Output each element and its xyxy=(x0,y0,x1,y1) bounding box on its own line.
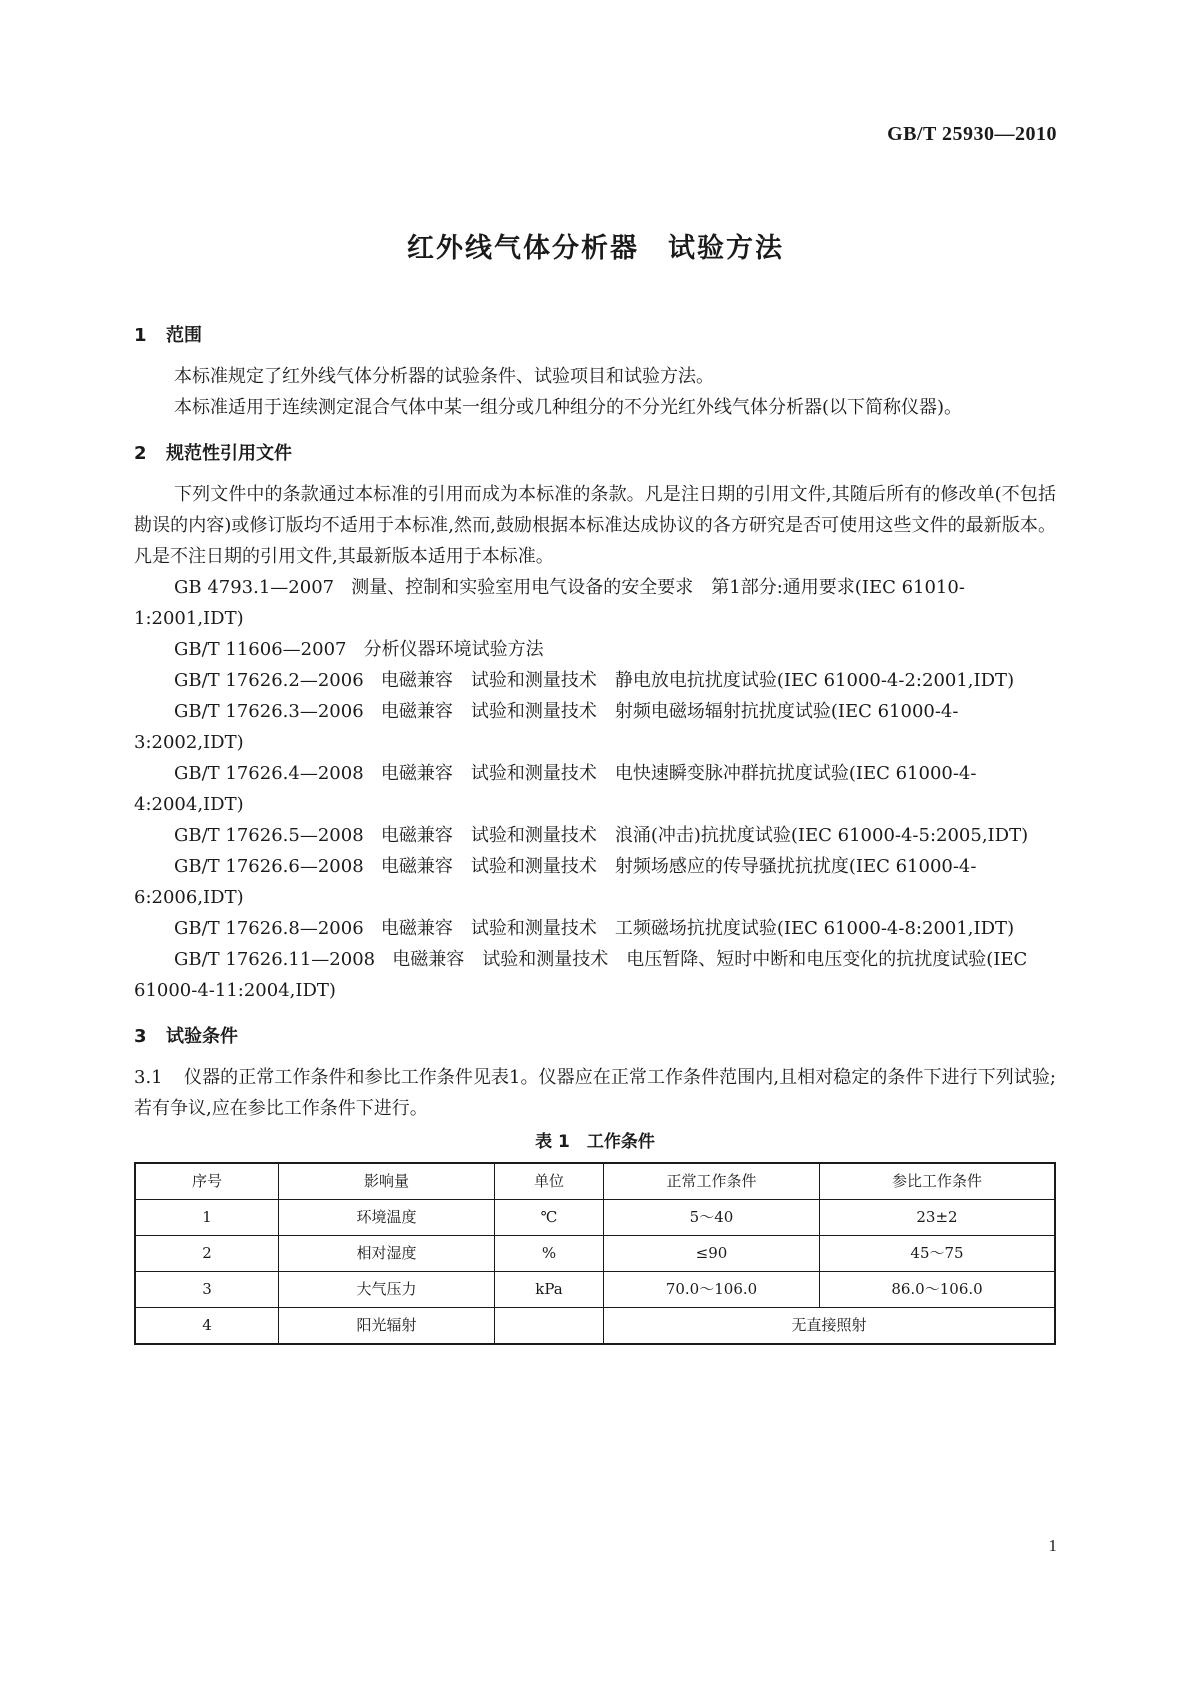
section-3-heading xyxy=(134,1021,1056,1052)
clause-3-1 xyxy=(134,1062,1056,1124)
cell-reference: 23±2 xyxy=(820,1200,1056,1236)
document-body xyxy=(134,320,1056,1345)
table-caption: 表 1 工作条件 xyxy=(535,1132,655,1152)
reference-title: 电磁兼容 试验和测量技术 静电放电抗扰度试验(IEC 61000-4-2:2001,IDT) xyxy=(380,670,1015,691)
page-number: 1 xyxy=(1048,1536,1057,1555)
reference-title: 电磁兼容 试验和测量技术 射频场感应的传导骚扰抗扰度(IEC 61000-4-6:2006,IDT) xyxy=(134,856,977,908)
paragraph: 下列文件中的条款通过本标准的引用而成为本标准的条款。凡是注日期的引用文件,其随后所有的修改单(不包括勘误的内容)或修订版均不适用于本标准,然而,鼓励根据本标准达成协议的各方研究是否可使用这些文件的最新版本。凡是不注日期的引用文件,其最新版本适用于本标准。 xyxy=(134,484,1056,567)
reference-code: GB/T 17626.6—2008 xyxy=(174,856,364,877)
reference-title: 分析仪器环境试验方法 xyxy=(363,639,544,660)
section-2-heading xyxy=(134,438,1056,469)
reference-item xyxy=(134,696,1056,758)
table-row xyxy=(135,1308,1055,1345)
reference-item xyxy=(134,944,1056,1006)
cell-reference: 45～75 xyxy=(820,1236,1056,1272)
column-header: 序号 xyxy=(135,1163,279,1200)
reference-code: GB/T 17626.8—2006 xyxy=(174,918,364,939)
cell-unit: ℃ xyxy=(495,1200,604,1236)
cell-reference: 86.0～106.0 xyxy=(820,1272,1056,1308)
cell-no: 3 xyxy=(135,1272,279,1308)
cell-merged-conditions: 无直接照射 xyxy=(604,1308,1056,1345)
reference-title: 电磁兼容 试验和测量技术 电压暂降、短时中断和电压变化的抗扰度试验(IEC 61000-4-11:2004,IDT) xyxy=(134,949,1028,1001)
section-title: 规范性引用文件 xyxy=(166,443,292,464)
cell-no: 4 xyxy=(135,1308,279,1345)
reference-item xyxy=(134,665,1056,696)
section-title: 范围 xyxy=(166,325,202,346)
paragraph: 本标准适用于连续测定混合气体中某一组分或几种组分的不分光红外线气体分析器(以下简称仪器)。 xyxy=(174,397,963,418)
column-header: 正常工作条件 xyxy=(604,1163,820,1200)
reference-code: GB/T 17626.3—2006 xyxy=(174,701,364,722)
paragraph: 本标准规定了红外线气体分析器的试验条件、试验项目和试验方法。 xyxy=(174,366,714,387)
reference-title: 电磁兼容 试验和测量技术 工频磁场抗扰度试验(IEC 61000-4-8:2001,IDT) xyxy=(380,918,1015,939)
table-row xyxy=(135,1272,1055,1308)
column-header: 影响量 xyxy=(279,1163,495,1200)
section-number: 3 xyxy=(134,1026,147,1047)
reference-item xyxy=(134,851,1056,913)
cell-no: 2 xyxy=(135,1236,279,1272)
cell-factor: 阳光辐射 xyxy=(279,1308,495,1345)
cell-normal: ≤90 xyxy=(604,1236,820,1272)
reference-title: 电磁兼容 试验和测量技术 电快速瞬变脉冲群抗扰度试验(IEC 61000-4-4:2004,IDT) xyxy=(134,763,977,815)
reference-item xyxy=(134,572,1056,634)
reference-code: GB 4793.1—2007 xyxy=(174,577,335,598)
working-conditions-table xyxy=(134,1162,1056,1345)
cell-no: 1 xyxy=(135,1200,279,1236)
reference-title: 电磁兼容 试验和测量技术 射频电磁场辐射抗扰度试验(IEC 61000-4-3:2002,IDT) xyxy=(134,701,959,753)
table-row xyxy=(135,1200,1055,1236)
section-number: 1 xyxy=(134,325,147,346)
reference-code: GB/T 11606—2007 xyxy=(174,639,347,660)
column-header: 单位 xyxy=(495,1163,604,1200)
reference-item xyxy=(134,758,1056,820)
table-header-row xyxy=(135,1163,1055,1200)
cell-unit xyxy=(495,1308,604,1345)
cell-normal: 5～40 xyxy=(604,1200,820,1236)
cell-unit: kPa xyxy=(495,1272,604,1308)
table-row xyxy=(135,1236,1055,1272)
reference-item xyxy=(134,913,1056,944)
clause-number: 3.1 xyxy=(134,1067,163,1088)
section-title: 试验条件 xyxy=(166,1026,238,1047)
column-header: 参比工作条件 xyxy=(820,1163,1056,1200)
cell-factor: 环境温度 xyxy=(279,1200,495,1236)
document-title: 红外线气体分析器 试验方法 xyxy=(407,233,784,264)
clause-text: 仪器的正常工作条件和参比工作条件见表1。仪器应在正常工作条件范围内,且相对稳定的条件下进行下列试验;若有争议,应在参比工作条件下进行。 xyxy=(134,1067,1056,1119)
reference-code: GB/T 17626.5—2008 xyxy=(174,825,364,846)
cell-unit: % xyxy=(495,1236,604,1272)
reference-item xyxy=(134,820,1056,851)
reference-code: GB/T 17626.2—2006 xyxy=(174,670,364,691)
reference-title: 电磁兼容 试验和测量技术 浪涌(冲击)抗扰度试验(IEC 61000-4-5:2005,IDT) xyxy=(380,825,1029,846)
reference-code: GB/T 17626.4—2008 xyxy=(174,763,364,784)
standard-code: GB/T 25930—2010 xyxy=(887,123,1057,145)
cell-factor: 大气压力 xyxy=(279,1272,495,1308)
reference-code: GB/T 17626.11—2008 xyxy=(174,949,376,970)
section-1-heading xyxy=(134,320,1056,351)
section-number: 2 xyxy=(134,443,147,464)
reference-title: 测量、控制和实验室用电气设备的安全要求 第1部分:通用要求(IEC 61010-1:2001,IDT) xyxy=(134,577,965,629)
cell-normal: 70.0～106.0 xyxy=(604,1272,820,1308)
cell-factor: 相对湿度 xyxy=(279,1236,495,1272)
reference-item xyxy=(134,634,1056,665)
